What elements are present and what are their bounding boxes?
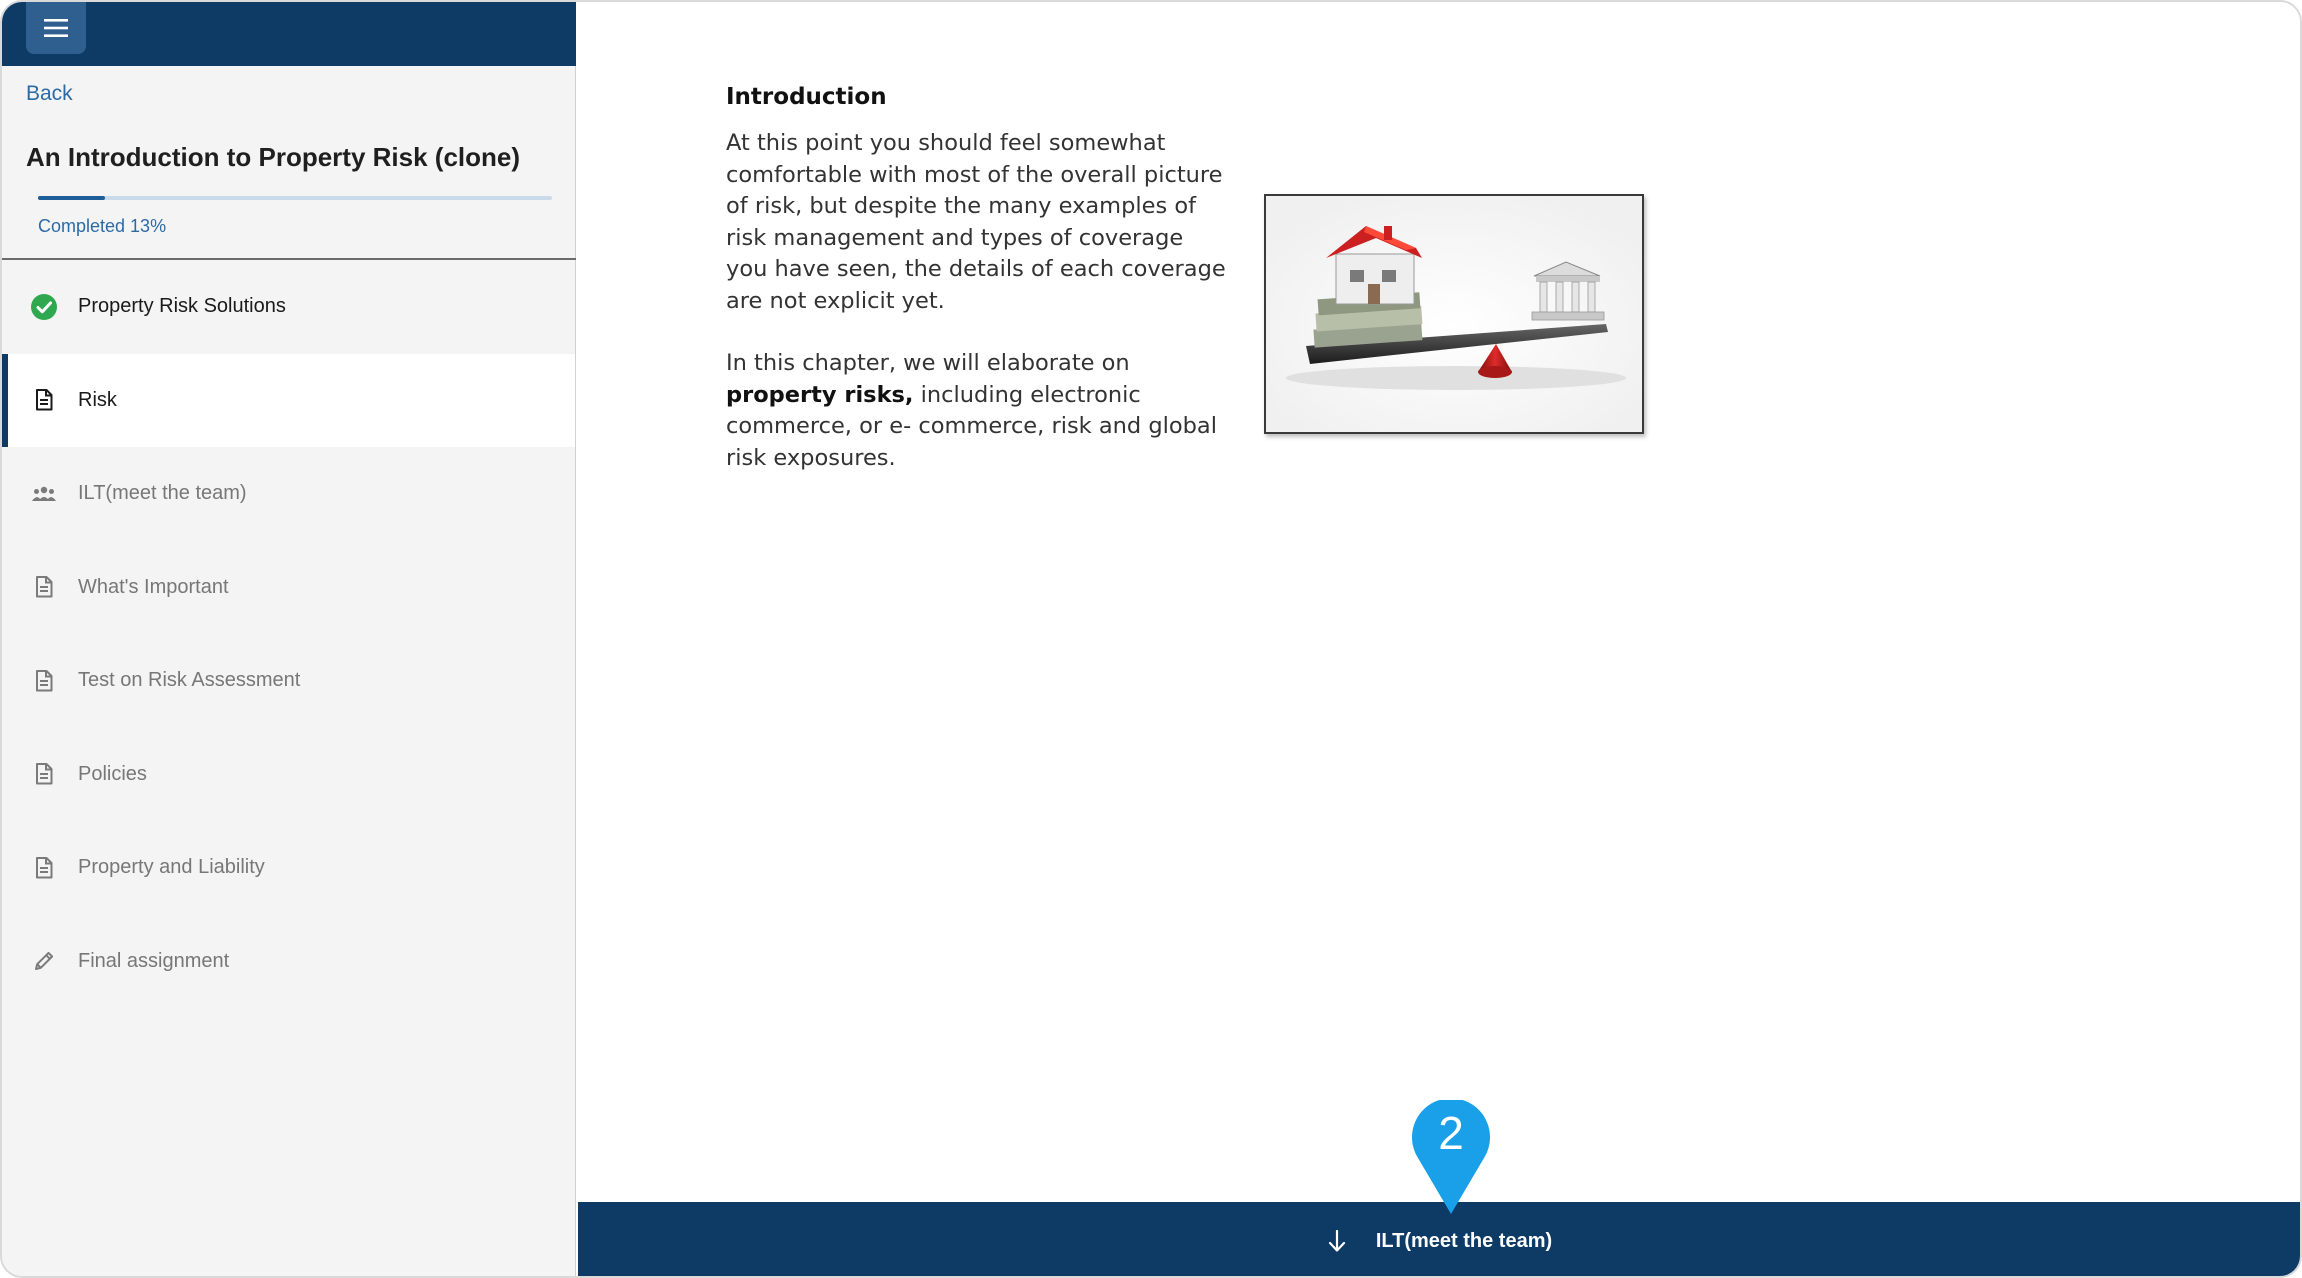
house-bank-seesaw-image: [1264, 194, 1644, 434]
lesson-paragraph: At this point you should feel somewhat comfortable with most of the overall picture of risk, but despite the many examples of risk management and types of coverage you have seen, the details of each coverage are not explicit yet.: [726, 130, 1226, 314]
lesson-content: [576, 2, 2302, 1202]
sidebar-item-label: Property Risk Solutions: [78, 295, 286, 318]
marker-number: 2: [1438, 1107, 1464, 1159]
sidebar-item-label: What's Important: [78, 575, 229, 598]
course-progress-fill: [38, 196, 105, 200]
paragraph-text: In this chapter, we will elaborate on: [726, 350, 1130, 376]
check-circle-icon: [30, 293, 58, 321]
hamburger-icon: [44, 18, 68, 38]
progress-label: Completed 13%: [38, 216, 167, 236]
sidebar-item-final-assignment[interactable]: [2, 915, 575, 1009]
sidebar-item-ilt-meet-the-team[interactable]: [2, 447, 575, 541]
top-bar: [2, 2, 576, 66]
location-pin-marker: [1412, 1100, 1490, 1216]
paragraph-bold-text: property risks,: [726, 381, 914, 408]
sidebar-item-label: Policies: [78, 762, 147, 785]
sidebar-item-risk[interactable]: [2, 354, 575, 448]
next-lesson-label: ILT(meet the team): [1375, 1229, 1553, 1252]
lesson-heading: Introduction: [726, 84, 887, 110]
sidebar-item-label: Final assignment: [78, 949, 230, 972]
sidebar: [2, 2, 576, 1278]
sidebar-item-property-and-liability[interactable]: [2, 821, 575, 915]
document-icon: [30, 386, 58, 414]
document-icon: [30, 854, 58, 882]
course-title: An Introduction to Property Risk (clone): [26, 142, 521, 172]
sidebar-item-label: ILT(meet the team): [78, 482, 247, 505]
document-icon: [30, 573, 58, 601]
sidebar-item-label: Test on Risk Assessment: [78, 669, 301, 692]
paragraph-text: including electronic commerce, or e- commerce, risk and global risk exposures.: [726, 381, 1217, 471]
lesson-paragraph: [726, 348, 1226, 474]
sidebar-item-policies[interactable]: [2, 728, 575, 822]
sidebar-item-property-risk-solutions[interactable]: [2, 260, 575, 354]
arrow-down-icon: [1328, 1230, 1346, 1252]
sidebar-item-test-on-risk-assessment[interactable]: [2, 634, 575, 728]
document-icon: [30, 667, 58, 695]
lesson-body: [726, 128, 1226, 474]
course-progress-bar: [38, 196, 552, 200]
back-link[interactable]: Back: [26, 82, 73, 105]
document-icon: [30, 760, 58, 788]
team-icon: [30, 480, 58, 508]
hamburger-menu-button[interactable]: [26, 0, 86, 54]
sidebar-item-label: Risk: [78, 388, 117, 411]
lesson-list: [2, 260, 575, 1008]
sidebar-item-label: Property and Liability: [78, 856, 265, 879]
pencil-icon: [30, 947, 58, 975]
sidebar-item-whats-important[interactable]: [2, 541, 575, 635]
